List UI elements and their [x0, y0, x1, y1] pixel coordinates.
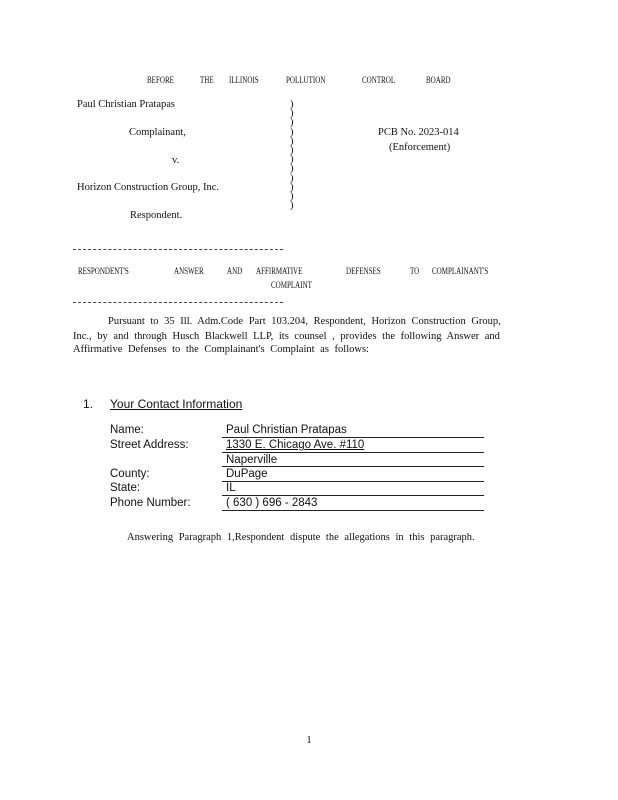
section-title: Your Contact Information: [110, 397, 243, 411]
paragraph-line: Pursuant to 35 Ill. Adm.Code Part 103.204, Respondent, Horizon Construction Group,: [108, 316, 501, 327]
phone-number-label: Phone Number:: [110, 497, 191, 509]
city-value: Naperville: [226, 454, 278, 466]
paragraph-line: Affirmative Defenses to the Complainant's Complaint as follows:: [73, 344, 369, 355]
county-label: County:: [110, 468, 150, 480]
title-word: DEFENSES: [346, 266, 381, 276]
versus-label: v.: [172, 155, 180, 166]
street-address-value: 1330 E. Chicago Ave. #110: [226, 439, 365, 451]
complainant-role: Complainant,: [129, 127, 186, 138]
title-word: ANSWER: [174, 266, 204, 276]
item-number: 1.: [83, 397, 94, 411]
paragraph-line: Inc., by and through Husch Blackwell LLP, its counsel , provides the following Answer and: [73, 331, 500, 342]
field-underline: [222, 452, 484, 453]
title-word: AND: [227, 266, 243, 276]
field-underline: [222, 481, 484, 482]
title-word: AFFIRMATIVE: [256, 266, 303, 276]
header-word: BEFORE: [147, 75, 174, 85]
state-label: State:: [110, 482, 141, 494]
field-underline: [222, 495, 484, 496]
caption-bracket: ) ) ) ) ) ) ) ) ) ) ) ): [290, 99, 294, 212]
header-word: CONTROL: [362, 75, 396, 85]
separator-line: [73, 302, 283, 303]
phone-number-value: ( 630 ) 696 - 2843: [226, 497, 318, 509]
respondent-role: Respondent.: [130, 210, 183, 221]
title-word: TO: [410, 266, 420, 276]
title-word: COMPLAINANT'S: [432, 266, 489, 276]
page-number: 1: [306, 734, 312, 746]
title-word: RESPONDENT'S: [78, 266, 129, 276]
title-line-2: COMPLAINT: [271, 280, 312, 290]
answer-paragraph: Answering Paragraph 1,Respondent dispute the allegations in this paragraph.: [127, 532, 475, 543]
header-word: POLLUTION: [286, 75, 326, 85]
field-underline: [222, 510, 484, 511]
state-value: IL: [226, 482, 236, 494]
name-label: Name:: [110, 424, 144, 436]
county-value: DuPage: [226, 468, 268, 480]
name-value: Paul Christian Pratapas: [226, 424, 347, 436]
complainant-name: Paul Christian Pratapas: [77, 99, 175, 110]
street-address-label: Street Address:: [110, 439, 189, 451]
field-underline: [222, 466, 484, 467]
header-word: ILLINOIS: [229, 75, 259, 85]
header-word: THE: [200, 75, 214, 85]
respondent-name: Horizon Construction Group, Inc.: [77, 182, 220, 193]
header-word: BOARD: [426, 75, 451, 85]
case-type: (Enforcement): [389, 142, 451, 153]
field-underline: [222, 437, 484, 438]
separator-line: [73, 249, 283, 250]
case-number: PCB No. 2023-014: [378, 127, 459, 138]
